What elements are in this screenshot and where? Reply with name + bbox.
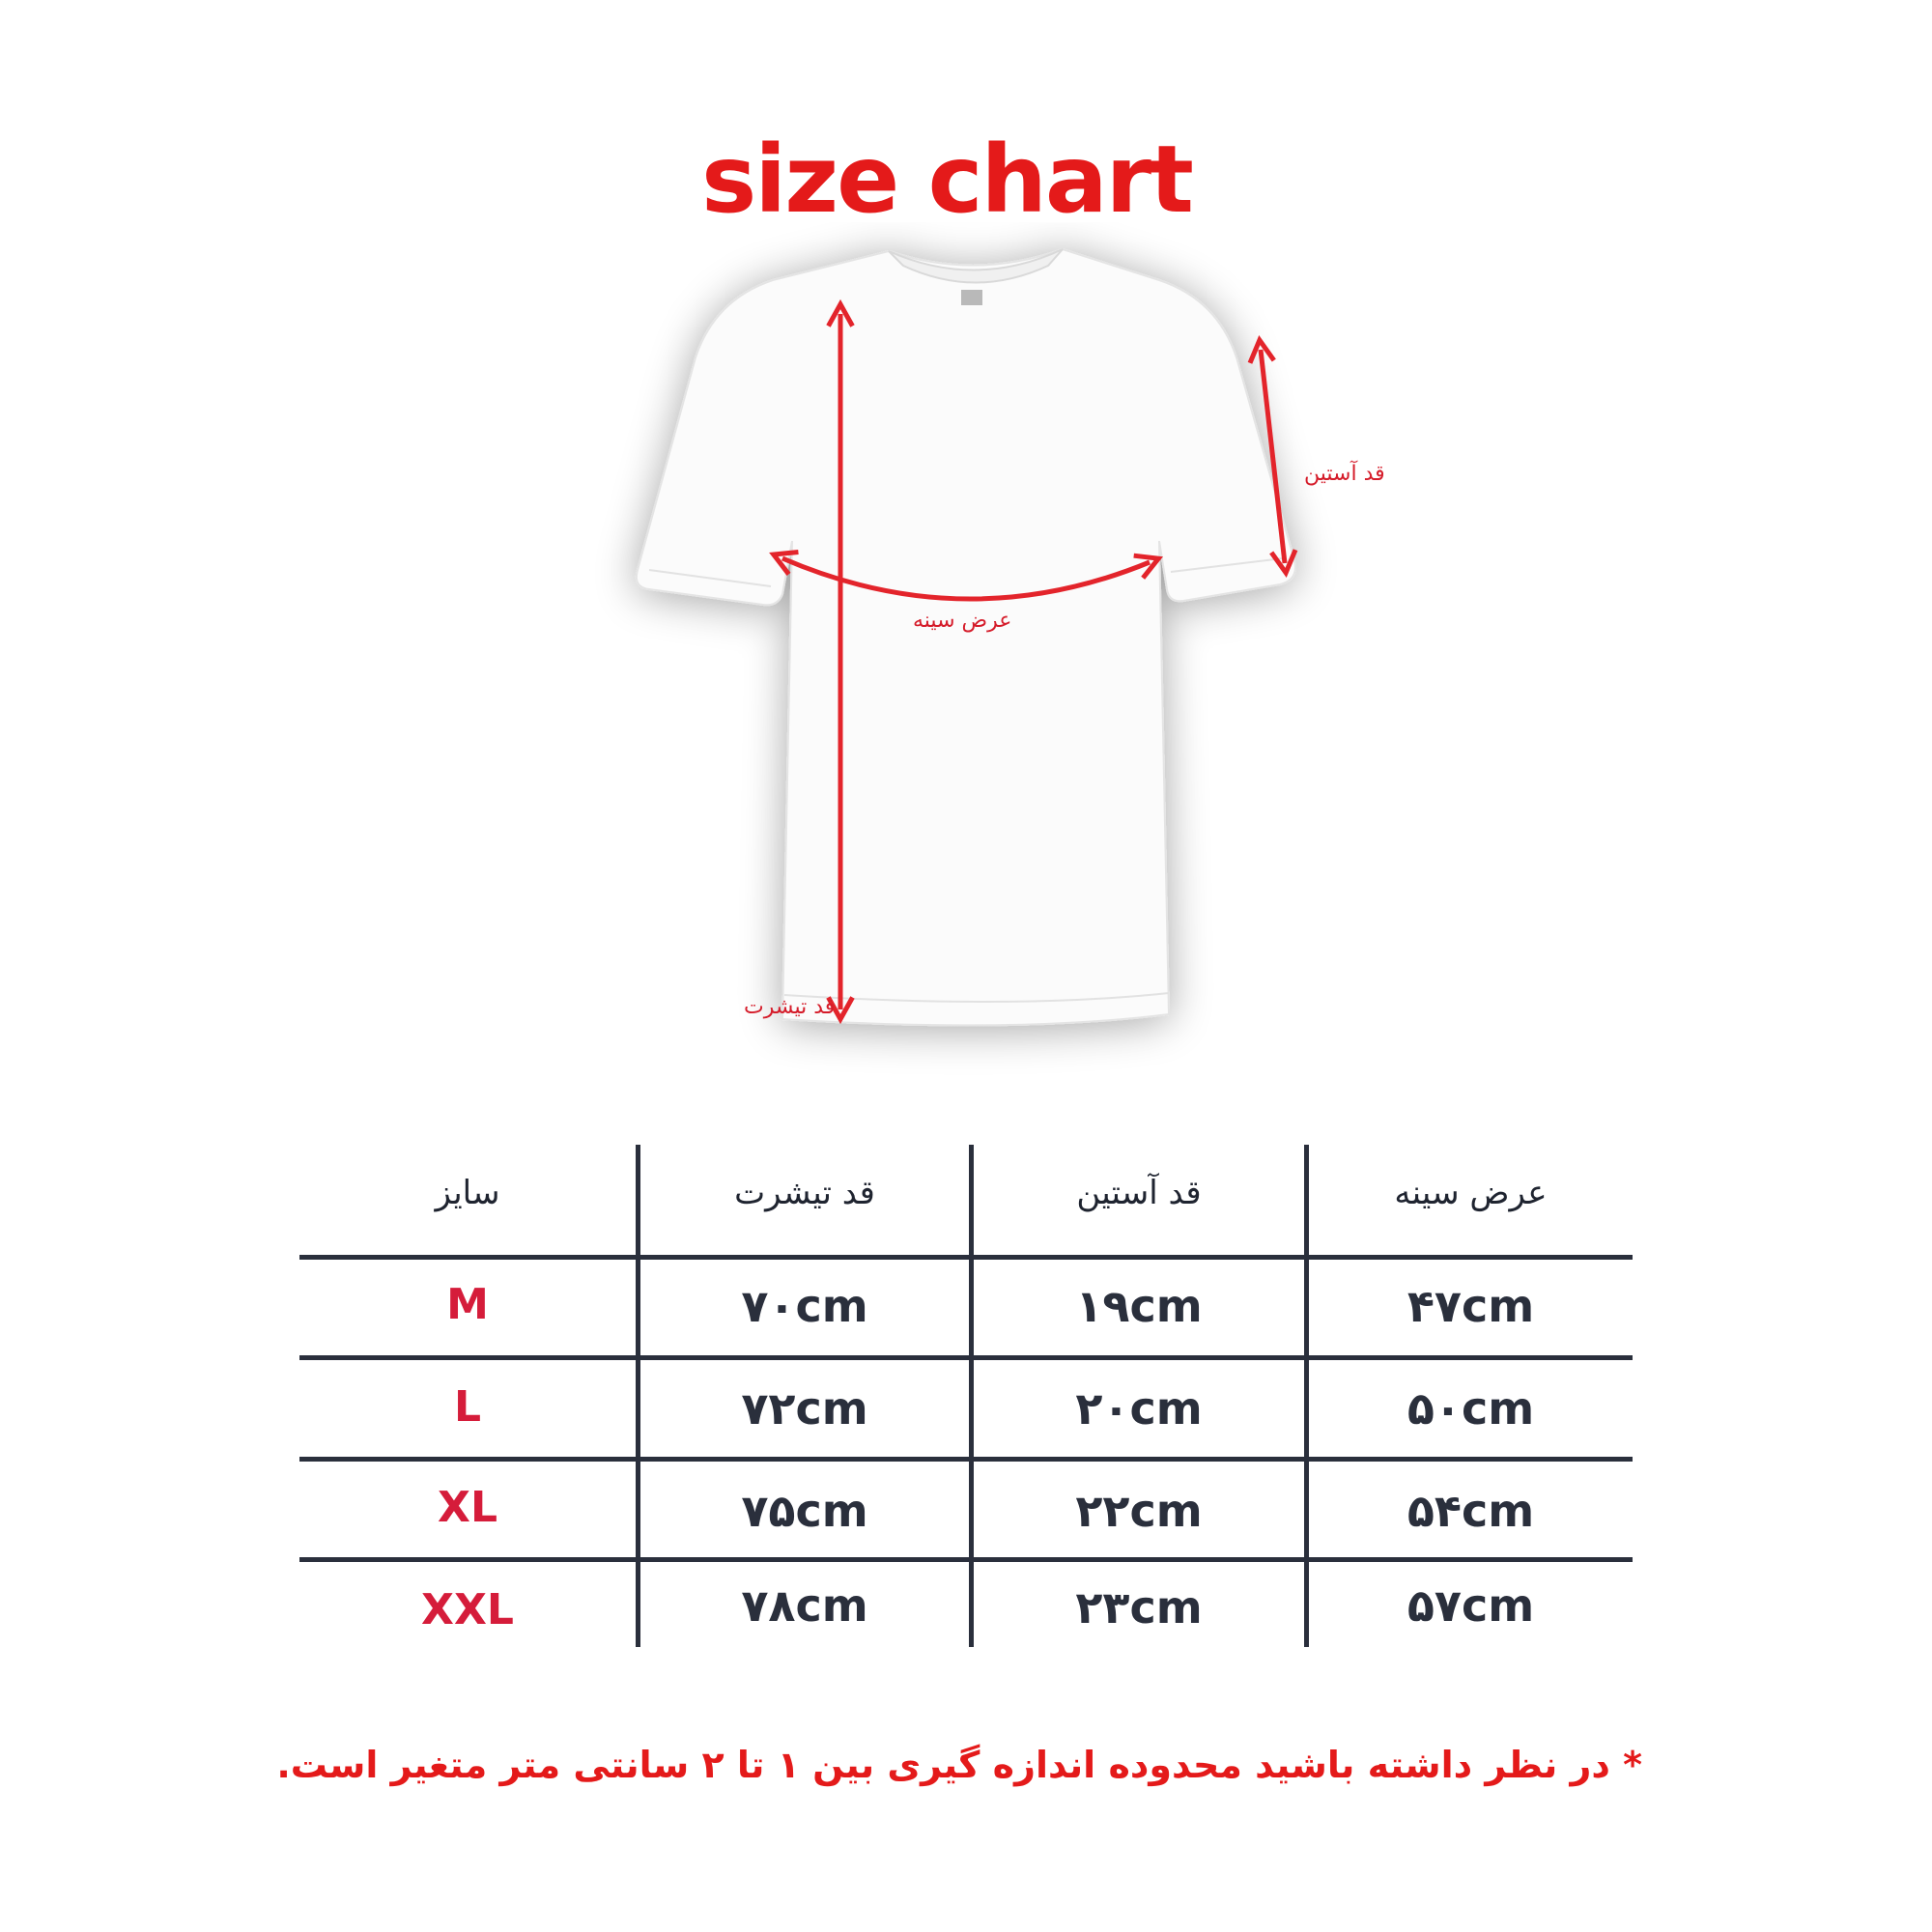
sleeve-length-cell: ۱۹cm [1075,1280,1203,1332]
size-cell: XXL [421,1585,514,1634]
header-size: سایز [435,1174,500,1212]
shirt-length-cell: ۷۵cm [741,1485,868,1537]
size-cell: L [453,1382,482,1432]
chest-width-cell: ۵۷cm [1406,1579,1535,1632]
size-table [299,1145,1633,1647]
header-sleeve-length: قد آستین [1076,1174,1202,1212]
shirt-length-cell: ۷۸cm [741,1579,868,1632]
page-title: size chart [701,126,1192,234]
sleeve-length-cell: ۲۰cm [1075,1382,1203,1435]
shirt-length-cell: ۷۰cm [741,1280,868,1332]
chest-width-cell: ۵۴cm [1406,1485,1535,1537]
chest-width-cell: ۴۷cm [1406,1280,1535,1332]
row-divider [299,1255,1633,1260]
label-chest-width: عرض سینه [913,609,1012,633]
row-divider [299,1355,1633,1360]
size-cell: XL [438,1483,497,1532]
label-sleeve-length: قد آستین [1304,462,1385,486]
tshirt-diagram [580,222,1449,1111]
shirt-length-cell: ۷۲cm [741,1382,868,1435]
row-divider [299,1557,1633,1562]
sleeve-length-cell: ۲۲cm [1075,1485,1203,1537]
row-divider [299,1457,1633,1462]
tshirt-image [637,249,1295,1025]
sleeve-length-cell: ۲۳cm [1075,1581,1203,1634]
size-cell: M [446,1280,489,1329]
measurement-note: * در نظر داشته باشید محدوده اندازه گیری بین ۱ تا ۲ سانتی متر متغیر است. [276,1744,1642,1786]
header-chest-width: عرض سینه [1394,1174,1548,1212]
collar-tag [961,290,982,305]
chest-width-cell: ۵۰cm [1406,1382,1535,1435]
header-shirt-length: قد تیشرت [734,1174,875,1212]
label-shirt-length: قد تیشرت [744,995,836,1019]
